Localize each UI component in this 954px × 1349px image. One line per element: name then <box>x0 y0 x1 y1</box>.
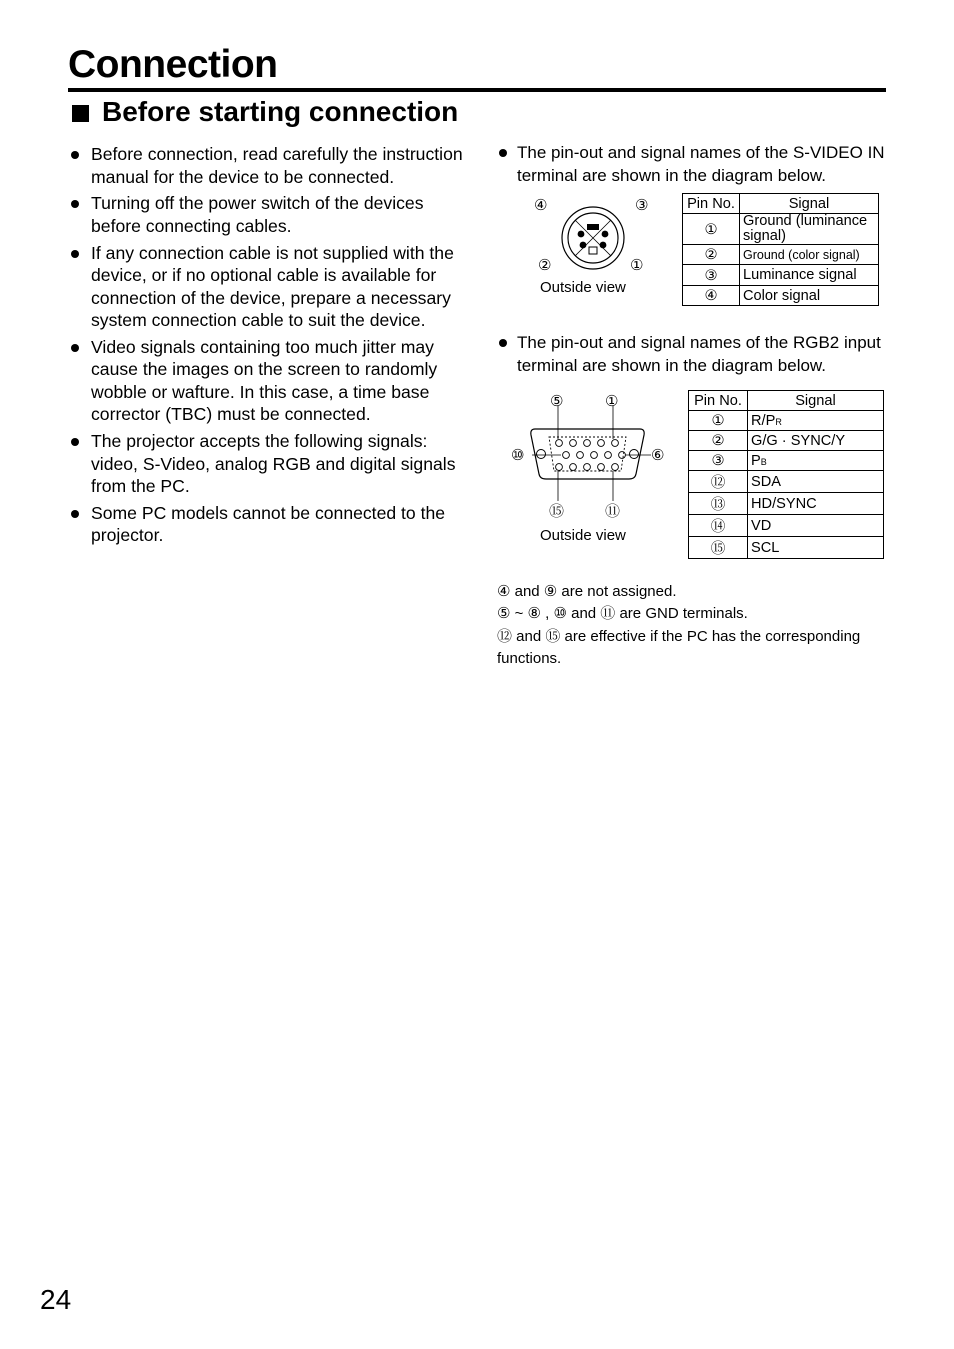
table-header: Signal <box>740 194 879 214</box>
rgb2-connector-diagram <box>505 387 675 527</box>
signal-cell: Ground (luminance signal) <box>740 214 879 245</box>
list-item <box>70 430 470 498</box>
bullet-icon <box>499 149 507 157</box>
signal-cell: HD/SYNC <box>748 493 884 515</box>
rgb2-caption: Outside view <box>540 527 626 544</box>
svideo-intro <box>499 142 897 187</box>
signal-text: P <box>751 452 761 469</box>
list-item-line: before connecting cables. <box>91 215 292 236</box>
pin-label: ⑥ <box>651 446 665 464</box>
bullet-icon <box>71 250 79 258</box>
note-line: ⑫ and ⑮ are effective if the PC has the corresponding <box>497 628 861 645</box>
pin-label: ① <box>605 392 619 410</box>
pin-label: ① <box>630 256 644 274</box>
signal-cell: Luminance signal <box>740 265 879 286</box>
list-item-line: The projector accepts the following signals: <box>91 431 428 452</box>
list-item <box>70 242 470 332</box>
pin-label: ⑮ <box>549 502 565 520</box>
list-item-line: system connection cable to suit the device. <box>91 310 426 331</box>
list-item <box>70 192 470 237</box>
list-item <box>70 143 470 188</box>
list-item-line: projector. <box>91 525 164 546</box>
svideo-intro-line: terminal are shown in the diagram below. <box>517 165 826 185</box>
pin-label: ⑩ <box>511 446 525 464</box>
pin-label: ④ <box>534 196 548 214</box>
bullet-icon <box>71 151 79 159</box>
list-item <box>70 336 470 426</box>
svideo-pin-table <box>682 193 879 306</box>
dsub-connector <box>531 406 651 501</box>
pin-label: ⑤ <box>550 392 564 410</box>
svideo-connector-diagram <box>525 190 665 280</box>
section-heading-text: Before starting connection <box>102 96 459 127</box>
list-item-line: If any connection cable is not supplied with the <box>91 242 454 263</box>
page-title: Connection <box>68 43 278 86</box>
list-item-line: manual for the device to be connected. <box>91 166 395 187</box>
table-header: Signal <box>748 391 884 411</box>
pin-cell: ① <box>689 411 748 431</box>
note-line: functions. <box>497 650 562 667</box>
signal-cell <box>748 451 884 471</box>
pin-cell: ⑮ <box>689 537 748 559</box>
pin-cell: ⑬ <box>689 493 748 515</box>
list-item-line: connection of the device, prepare a necessary <box>91 287 451 308</box>
signal-cell: Color signal <box>740 286 879 306</box>
svideo-intro-line: The pin-out and signal names of the S-VIDEO IN <box>517 143 885 162</box>
list-item-line: cause the images on the screen to randomly <box>91 359 438 380</box>
svideo-connector <box>562 207 624 269</box>
pin-cell: ③ <box>683 265 740 286</box>
signal-cell: G/G · SYNC/Y <box>748 431 884 451</box>
signal-subscript: R <box>775 416 782 427</box>
list-item <box>70 502 470 547</box>
svideo-caption: Outside view <box>540 279 626 296</box>
list-item-line: video, S-Video, analog RGB and digital signals <box>91 453 456 474</box>
list-item-line: Some PC models cannot be connected to the <box>91 502 446 523</box>
pin-cell: ③ <box>689 451 748 471</box>
list-item-line: from the PC. <box>91 476 190 497</box>
pin-cell: ⑭ <box>689 515 748 537</box>
pin-label: ② <box>538 256 552 274</box>
pin-cell: ② <box>683 245 740 265</box>
signal-text: R/P <box>751 412 776 429</box>
bullet-icon <box>71 510 79 518</box>
note-line: ⑤ ~ ⑧ , ⑩ and ⑪ are GND terminals. <box>497 605 748 622</box>
bullet-icon <box>71 200 79 208</box>
bullet-icon <box>499 339 507 347</box>
page-number: 24 <box>40 1284 72 1315</box>
list-item-line: Video signals containing too much jitter may <box>91 336 434 357</box>
list-item-line: wobble or wafture. In this case, a time base <box>91 381 430 402</box>
signal-cell: Ground (color signal) <box>740 245 879 265</box>
rgb2-intro <box>499 332 897 377</box>
rgb2-pin-table <box>688 390 884 559</box>
signal-subscript: B <box>760 456 767 467</box>
pin-cell: ② <box>689 431 748 451</box>
pin-label: ③ <box>635 196 649 214</box>
rgb2-intro-line: The pin-out and signal names of the RGB2 input <box>517 333 881 352</box>
list-item-line: Before connection, read carefully the instruction <box>91 144 463 164</box>
note-line: ④ and ⑨ are not assigned. <box>497 583 677 600</box>
list-item-line: device, or if no optional cable is available for <box>91 265 437 286</box>
signal-cell: SDA <box>748 471 884 493</box>
square-bullet-icon <box>72 105 89 122</box>
rgb2-intro-line: terminal are shown in the diagram below. <box>517 355 826 375</box>
list-item-line: Turning off the power switch of the devices <box>91 193 424 214</box>
list-item-line: corrector (TBC) must be connected. <box>91 404 371 425</box>
pin-cell: ④ <box>683 286 740 306</box>
table-header: Pin No. <box>683 194 740 214</box>
bullet-icon <box>71 344 79 352</box>
section-heading <box>72 94 458 130</box>
instructions-list <box>70 143 470 551</box>
pin-label: ⑪ <box>605 502 621 520</box>
signal-cell <box>748 411 884 431</box>
signal-cell: SCL <box>748 537 884 559</box>
signal-cell: VD <box>748 515 884 537</box>
pin-cell: ⑫ <box>689 471 748 493</box>
pin-cell: ① <box>683 214 740 245</box>
title-rule <box>68 88 886 92</box>
bullet-icon <box>71 438 79 446</box>
table-header: Pin No. <box>689 391 748 411</box>
